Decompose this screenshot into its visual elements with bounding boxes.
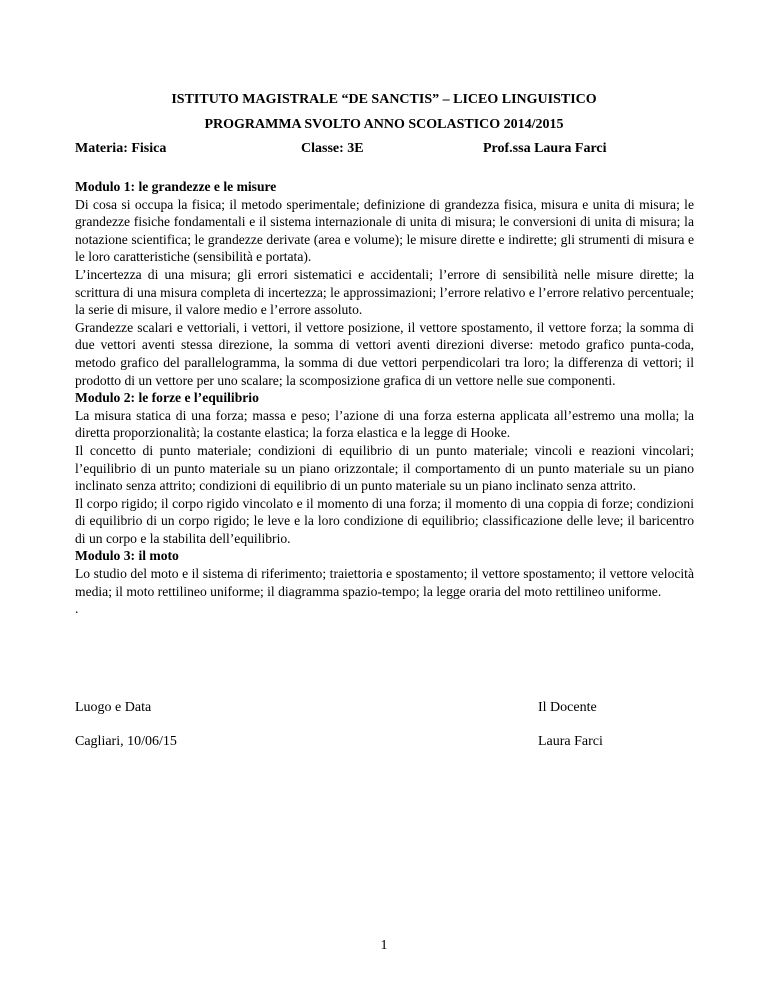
module-1-paragraph: Grandezze scalari e vettoriali, i vettori, il vettore posizione, il vettore spostamento, il vettore forza; la somma di due vettori aventi stessa direzione, la somma di vettori aventi direzioni diverse: metodo grafico punta-coda, metodo grafico del parallelogramma, la somma di due vettori perpendicolari tra loro; la differenza di vettori; il prodotto di un vettore per uno scalare; la scomposizione grafica di un vettore nelle sue componenti. bbox=[75, 319, 694, 388]
program-subtitle: PROGRAMMA SVOLTO ANNO SCOLASTICO 2014/2015 bbox=[204, 117, 564, 132]
teacher-name: Laura Farci bbox=[538, 734, 603, 749]
subject-label: Materia: Fisica bbox=[75, 141, 167, 156]
program-content bbox=[75, 178, 694, 618]
page-number: 1 bbox=[380, 938, 388, 953]
place-date-label: Luogo e Data bbox=[75, 700, 152, 715]
place-date-value: Cagliari, 10/06/15 bbox=[75, 734, 177, 749]
module-3-title: Modulo 3: il moto bbox=[75, 548, 179, 564]
module-3-paragraph: Lo studio del moto e il sistema di riferimento; traiettoria e spostamento; il vettore spostamento; il vettore velocità media; il moto rettilineo uniforme; il diagramma spazio-tempo; la legge oraria del moto rettilineo uniforme. bbox=[75, 566, 694, 599]
module-2-paragraph: Il concetto di punto materiale; condizioni di equilibrio di un punto materiale; vincoli e reazioni vincolari; l’equilibrio di un punto materiale su un piano orizzontale; il comportamento di un punto materiale su un piano inclinato senza attrito; condizioni di equilibrio di un punto materiale su un piano inclinato senza attrito. bbox=[75, 442, 694, 494]
module-1-title: Modulo 1: le grandezze e le misure bbox=[75, 179, 277, 194]
class-label: Classe: 3E bbox=[301, 141, 364, 156]
module-2-paragraph: Il corpo rigido; il corpo rigido vincolato e il momento di una forza; il momento di una coppia di forze; condizioni di equilibrio di un corpo rigido; le leve e la loro condizione di equilibrio; classificazione delle leve; il baricentro di un corpo e la stabilita dell’equilibrio. bbox=[75, 495, 694, 546]
module-3-paragraph: . bbox=[75, 601, 79, 617]
teacher-signature-label: Il Docente bbox=[538, 700, 597, 715]
module-2-paragraph: La misura statica di una forza; massa e peso; l’azione di una forza esterna applicata all’estremo una molla; la diretta proporzionalità; la costante elastica; la forza elastica e la legge di Hooke. bbox=[75, 407, 694, 441]
module-2-title: Modulo 2: le forze e l’equilibrio bbox=[75, 390, 259, 406]
module-1-paragraph: Di cosa si occupa la fisica; il metodo sperimentale; definizione di grandezza fisica, misura e unita di misura; le grandezze fisiche fondamentali e il sistema internazionale di unita di misura; le conversioni di unita di misura; la notazione scientifica; le grandezze derivate (area e volume); le misure dirette e indirette; gli strumenti di misura e le loro caratteristiche (sensibilità e portata). bbox=[75, 196, 694, 265]
institute-title: ISTITUTO MAGISTRALE “DE SANCTIS” – LICEO LINGUISTICO bbox=[171, 92, 597, 107]
module-1-paragraph: L’incertezza di una misura; gli errori sistematici e accidentali; l’errore di sensibilità nelle misure dirette; la scrittura di una misura completa di incertezza; le approssimazioni; l’errore relativo e l’errore relativo percentuale; la serie di misure, il valore medio e l’errore assoluto. bbox=[75, 266, 694, 318]
teacher-label: Prof.ssa Laura Farci bbox=[483, 141, 607, 156]
